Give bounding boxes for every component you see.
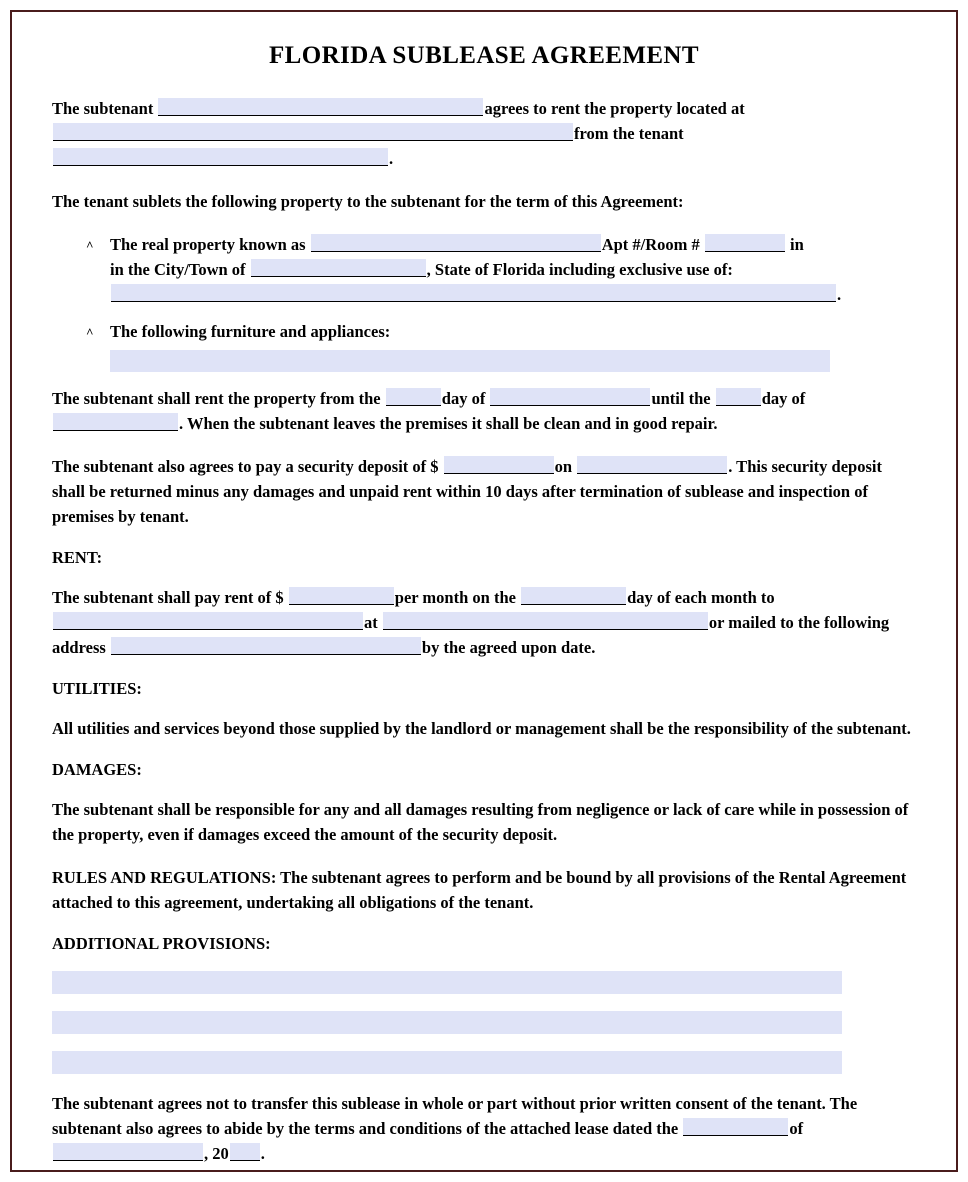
exclusive-use-period: . <box>837 285 842 304</box>
bullet-marker-icon-2: ^ <box>86 325 94 340</box>
term-text-2: day of <box>441 389 490 408</box>
term-paragraph <box>52 386 916 436</box>
property-bullet-list <box>52 232 916 372</box>
furniture-label: The following furniture and appliances: <box>110 322 391 341</box>
deposit-text-2: on <box>554 457 577 476</box>
apt-room-label: Apt #/Room # <box>601 235 700 254</box>
additional-provision-field-2[interactable] <box>52 1011 842 1034</box>
term-end-month-field[interactable] <box>53 413 178 431</box>
list-item-furniture <box>52 319 916 372</box>
rent-paragraph <box>52 585 916 660</box>
page-title: FLORIDA SUBLEASE AGREEMENT <box>269 42 699 69</box>
transfer-text-2: of <box>789 1119 804 1138</box>
intro-text-3: from the tenant <box>574 124 684 143</box>
real-property-field[interactable] <box>311 234 601 252</box>
transfer-text-3: , 20 <box>204 1144 229 1163</box>
rent-text-3: day of each month to <box>627 588 775 607</box>
lease-date-day-field[interactable] <box>683 1118 788 1136</box>
section-heading-rules: RULES AND REGULATIONS: <box>52 868 277 887</box>
transfer-text-1: The subtenant agrees not to transfer this sublease in whole or part without prior written consent of the tenant. The subtenant also agrees to abide by the terms and conditions of the attached lease dated the <box>52 1094 858 1138</box>
utilities-paragraph: All utilities and services beyond those supplied by the landlord or management shall be the responsibility of the subtenant. <box>52 719 911 738</box>
real-property-label: The real property known as <box>110 235 310 254</box>
rent-location-field[interactable] <box>383 612 708 630</box>
rules-paragraph <box>52 865 916 915</box>
security-deposit-date-field[interactable] <box>577 456 727 474</box>
rent-text-2: per month on the <box>394 588 521 607</box>
intro-text-4: . <box>389 149 394 168</box>
section-heading-utilities: UTILITIES: <box>52 679 142 698</box>
furniture-appliances-field[interactable] <box>110 350 830 372</box>
property-address-field[interactable] <box>53 123 573 141</box>
rent-text-4: at <box>364 613 382 632</box>
section-heading-damages: DAMAGES: <box>52 760 142 779</box>
deposit-text-3: . This security deposit shall be returned minus any damages and unpaid rent within 10 days after termination of sublease and inspection of premises by tenant. <box>52 457 882 526</box>
section-heading-rent: RENT: <box>52 548 103 567</box>
city-town-field[interactable] <box>251 259 426 277</box>
term-text-5: . When the subtenant leaves the premises it shall be clean and in good repair. <box>179 414 718 433</box>
intro-paragraph <box>52 96 916 171</box>
exclusive-use-field[interactable] <box>111 284 836 302</box>
term-text-4: day of <box>761 389 806 408</box>
apt-room-field[interactable] <box>705 234 785 252</box>
in-word: in <box>790 235 804 254</box>
subtenant-name-field[interactable] <box>158 98 483 116</box>
rent-address-field[interactable] <box>111 637 421 655</box>
term-end-day-field[interactable] <box>716 388 761 406</box>
rent-payee-field[interactable] <box>53 612 363 630</box>
intro-text-1: The subtenant <box>52 99 158 118</box>
term-start-day-field[interactable] <box>386 388 441 406</box>
document-frame <box>10 10 958 1172</box>
additional-provisions-fields <box>52 971 916 1074</box>
city-town-label: in the City/Town of <box>110 260 250 279</box>
state-label: , State of Florida including exclusive use of: <box>426 260 733 279</box>
security-deposit-amount-field[interactable] <box>444 456 554 474</box>
bullet-marker-icon: ^ <box>86 238 94 253</box>
deposit-paragraph <box>52 454 916 529</box>
rent-text-5: or mailed to the following address <box>52 613 890 657</box>
section-heading-additional-provisions: ADDITIONAL PROVISIONS: <box>52 934 271 953</box>
term-text-1: The subtenant shall rent the property from the <box>52 389 385 408</box>
additional-provision-field-3[interactable] <box>52 1051 842 1074</box>
rent-due-day-field[interactable] <box>521 587 626 605</box>
transfer-text-4: . <box>260 1144 265 1163</box>
rent-amount-field[interactable] <box>289 587 394 605</box>
lease-date-month-field[interactable] <box>53 1143 203 1161</box>
lease-date-year-field[interactable] <box>230 1143 260 1161</box>
damages-paragraph: The subtenant shall be responsible for any and all damages resulting from negligence or lack of care while in possession of the property, even if damages exceed the amount of the security deposit. <box>52 800 909 844</box>
deposit-text-1: The subtenant also agrees to pay a security deposit of $ <box>52 457 443 476</box>
rent-text-1: The subtenant shall pay rent of $ <box>52 588 288 607</box>
tenant-name-field[interactable] <box>53 148 388 166</box>
rules-body: The subtenant agrees to perform and be bound by all provisions of the Rental Agreement attached to this agreement, undertaking all obligations of the tenant. <box>52 868 907 912</box>
term-start-month-field[interactable] <box>490 388 650 406</box>
transfer-paragraph <box>52 1091 916 1166</box>
intro-text-2: agrees to rent the property located at <box>484 99 745 118</box>
rent-text-6: by the agreed upon date. <box>421 638 596 657</box>
additional-provision-field-1[interactable] <box>52 971 842 994</box>
term-text-3: until the <box>651 389 715 408</box>
list-item-real-property <box>52 232 916 307</box>
sublet-intro-line: The tenant sublets the following property to the subtenant for the term of this Agreement: <box>52 192 684 211</box>
